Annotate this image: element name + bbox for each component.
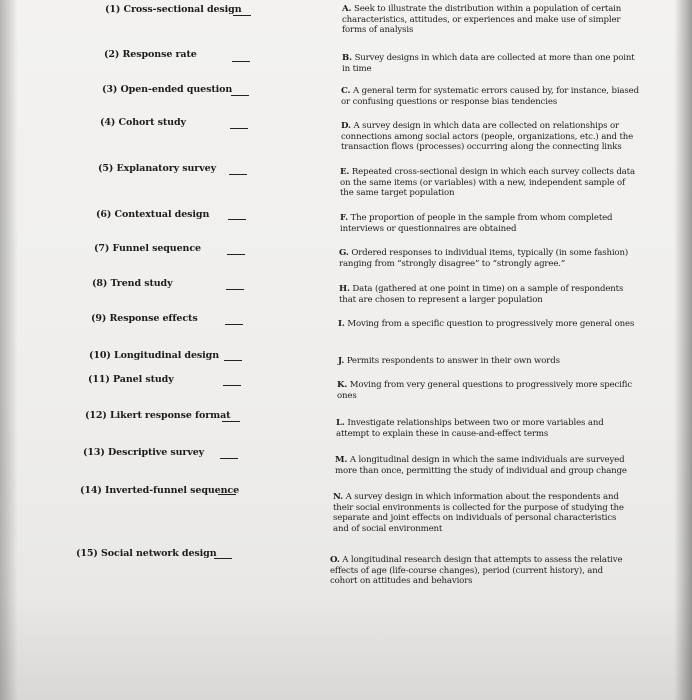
- definition-e: [340, 167, 640, 199]
- answer-blank-3[interactable]: [231, 95, 249, 96]
- definition-text: Data (gathered at one point in time) on a sample of respondents that are chosen to represent a larger population: [339, 284, 624, 305]
- definition-letter: I.: [338, 319, 345, 329]
- definition-text: Survey designs in which data are collected at more than one point in time: [342, 53, 635, 74]
- definition-g: [339, 248, 639, 269]
- term-7: (7) Funnel sequence: [94, 243, 201, 254]
- answer-blank-9[interactable]: [225, 324, 243, 325]
- definition-letter: C.: [341, 86, 351, 96]
- definition-letter: G.: [339, 248, 349, 258]
- term-10: (10) Longitudinal design: [89, 350, 220, 361]
- definition-letter: N.: [333, 492, 343, 502]
- answer-blank-12[interactable]: [222, 421, 240, 422]
- term-1: (1) Cross-sectional design: [105, 4, 242, 15]
- definition-text: A longitudinal research design that attempts to assess the relative effects of age (life-course changes), period (current history), and cohort on attitudes and behaviors: [330, 555, 623, 587]
- definition-m: [335, 455, 635, 476]
- term-9: (9) Response effects: [91, 313, 198, 324]
- definition-text: A longitudinal design in which the same individuals are surveyed more than once, permitting the study of individual and group change: [335, 455, 627, 476]
- definition-f: [340, 213, 640, 234]
- definition-letter: B.: [342, 53, 352, 63]
- definition-k: [337, 380, 637, 401]
- bottom-shade: [0, 590, 692, 700]
- definition-letter: K.: [337, 380, 348, 390]
- definition-h: [339, 284, 639, 305]
- definition-j: [338, 356, 638, 367]
- definition-n: [333, 492, 633, 534]
- definition-text: A general term for systematic errors caused by, for instance, biased or confusing questions or response bias tendencies: [341, 86, 639, 107]
- definition-letter: F.: [340, 213, 348, 223]
- definition-text: Ordered responses to individual items, typically (in some fashion) ranging from “strongly disagree” to “strongly agree.”: [339, 248, 629, 269]
- definition-letter: D.: [341, 121, 351, 131]
- answer-blank-10[interactable]: [224, 360, 242, 361]
- definition-letter: H.: [339, 284, 350, 294]
- term-5: (5) Explanatory survey: [98, 163, 216, 174]
- answer-blank-7[interactable]: [227, 254, 245, 255]
- term-14: (14) Inverted-funnel sequence: [80, 485, 240, 496]
- definition-b: [342, 53, 642, 74]
- term-4: (4) Cohort study: [100, 117, 186, 128]
- answer-blank-1[interactable]: [233, 15, 251, 16]
- definition-text: A survey design in which data are collected on relationships or connections among social actors (people, organizations, etc.) and the transaction flows (processes) occurring along the connecting links: [341, 121, 634, 153]
- definition-text: Seek to illustrate the distribution within a population of certain characteristics, attitudes, or experiences and make use of simpler forms of analysis: [342, 4, 622, 36]
- term-8: (8) Trend study: [92, 278, 173, 289]
- term-2: (2) Response rate: [104, 49, 197, 60]
- definition-letter: L.: [336, 418, 345, 428]
- term-12: (12) Likert response format: [85, 410, 231, 421]
- definition-text: Moving from very general questions to progressively more specific ones: [337, 380, 633, 401]
- answer-blank-2[interactable]: [232, 61, 250, 62]
- definition-text: Investigate relationships between two or more variables and attempt to explain these in cause-and-effect terms: [336, 418, 604, 439]
- answer-blank-11[interactable]: [223, 385, 241, 386]
- term-3: (3) Open-ended question: [102, 84, 233, 95]
- definition-text: Repeated cross-sectional design in which each survey collects data on the same items (or variables) with a new, independent sample of the same target population: [340, 167, 635, 199]
- answer-blank-6[interactable]: [228, 219, 246, 220]
- term-6: (6) Contextual design: [96, 209, 210, 220]
- term-11: (11) Panel study: [88, 374, 174, 385]
- definition-a: [342, 4, 642, 36]
- answer-blank-13[interactable]: [220, 458, 238, 459]
- definition-d: [341, 121, 641, 153]
- answer-blank-14[interactable]: [218, 494, 236, 495]
- definition-c: [341, 86, 641, 107]
- term-13: (13) Descriptive survey: [83, 447, 205, 458]
- answer-blank-8[interactable]: [226, 289, 244, 290]
- definition-o: [330, 555, 630, 587]
- answer-blank-5[interactable]: [229, 174, 247, 175]
- definition-letter: M.: [335, 455, 348, 465]
- term-15: (15) Social network design: [76, 548, 217, 559]
- definition-l: [336, 418, 636, 439]
- definition-letter: A.: [342, 4, 352, 14]
- definition-text: Moving from a specific question to progressively more general ones: [347, 319, 635, 329]
- answer-blank-4[interactable]: [230, 128, 248, 129]
- definition-letter: O.: [330, 555, 340, 565]
- definition-letter: E.: [340, 167, 350, 177]
- definition-text: A survey design in which information about the respondents and their social environments is collected for the purpose of studying the separate and joint effects on individuals of personal characteristics and of social environment: [333, 492, 624, 534]
- definition-letter: J.: [338, 356, 345, 366]
- answer-blank-15[interactable]: [214, 558, 232, 559]
- definition-text: The proportion of people in the sample from whom completed interviews or questionnaires are obtained: [340, 213, 613, 234]
- definition-i: [338, 319, 638, 330]
- definition-text: Permits respondents to answer in their own words: [346, 356, 560, 366]
